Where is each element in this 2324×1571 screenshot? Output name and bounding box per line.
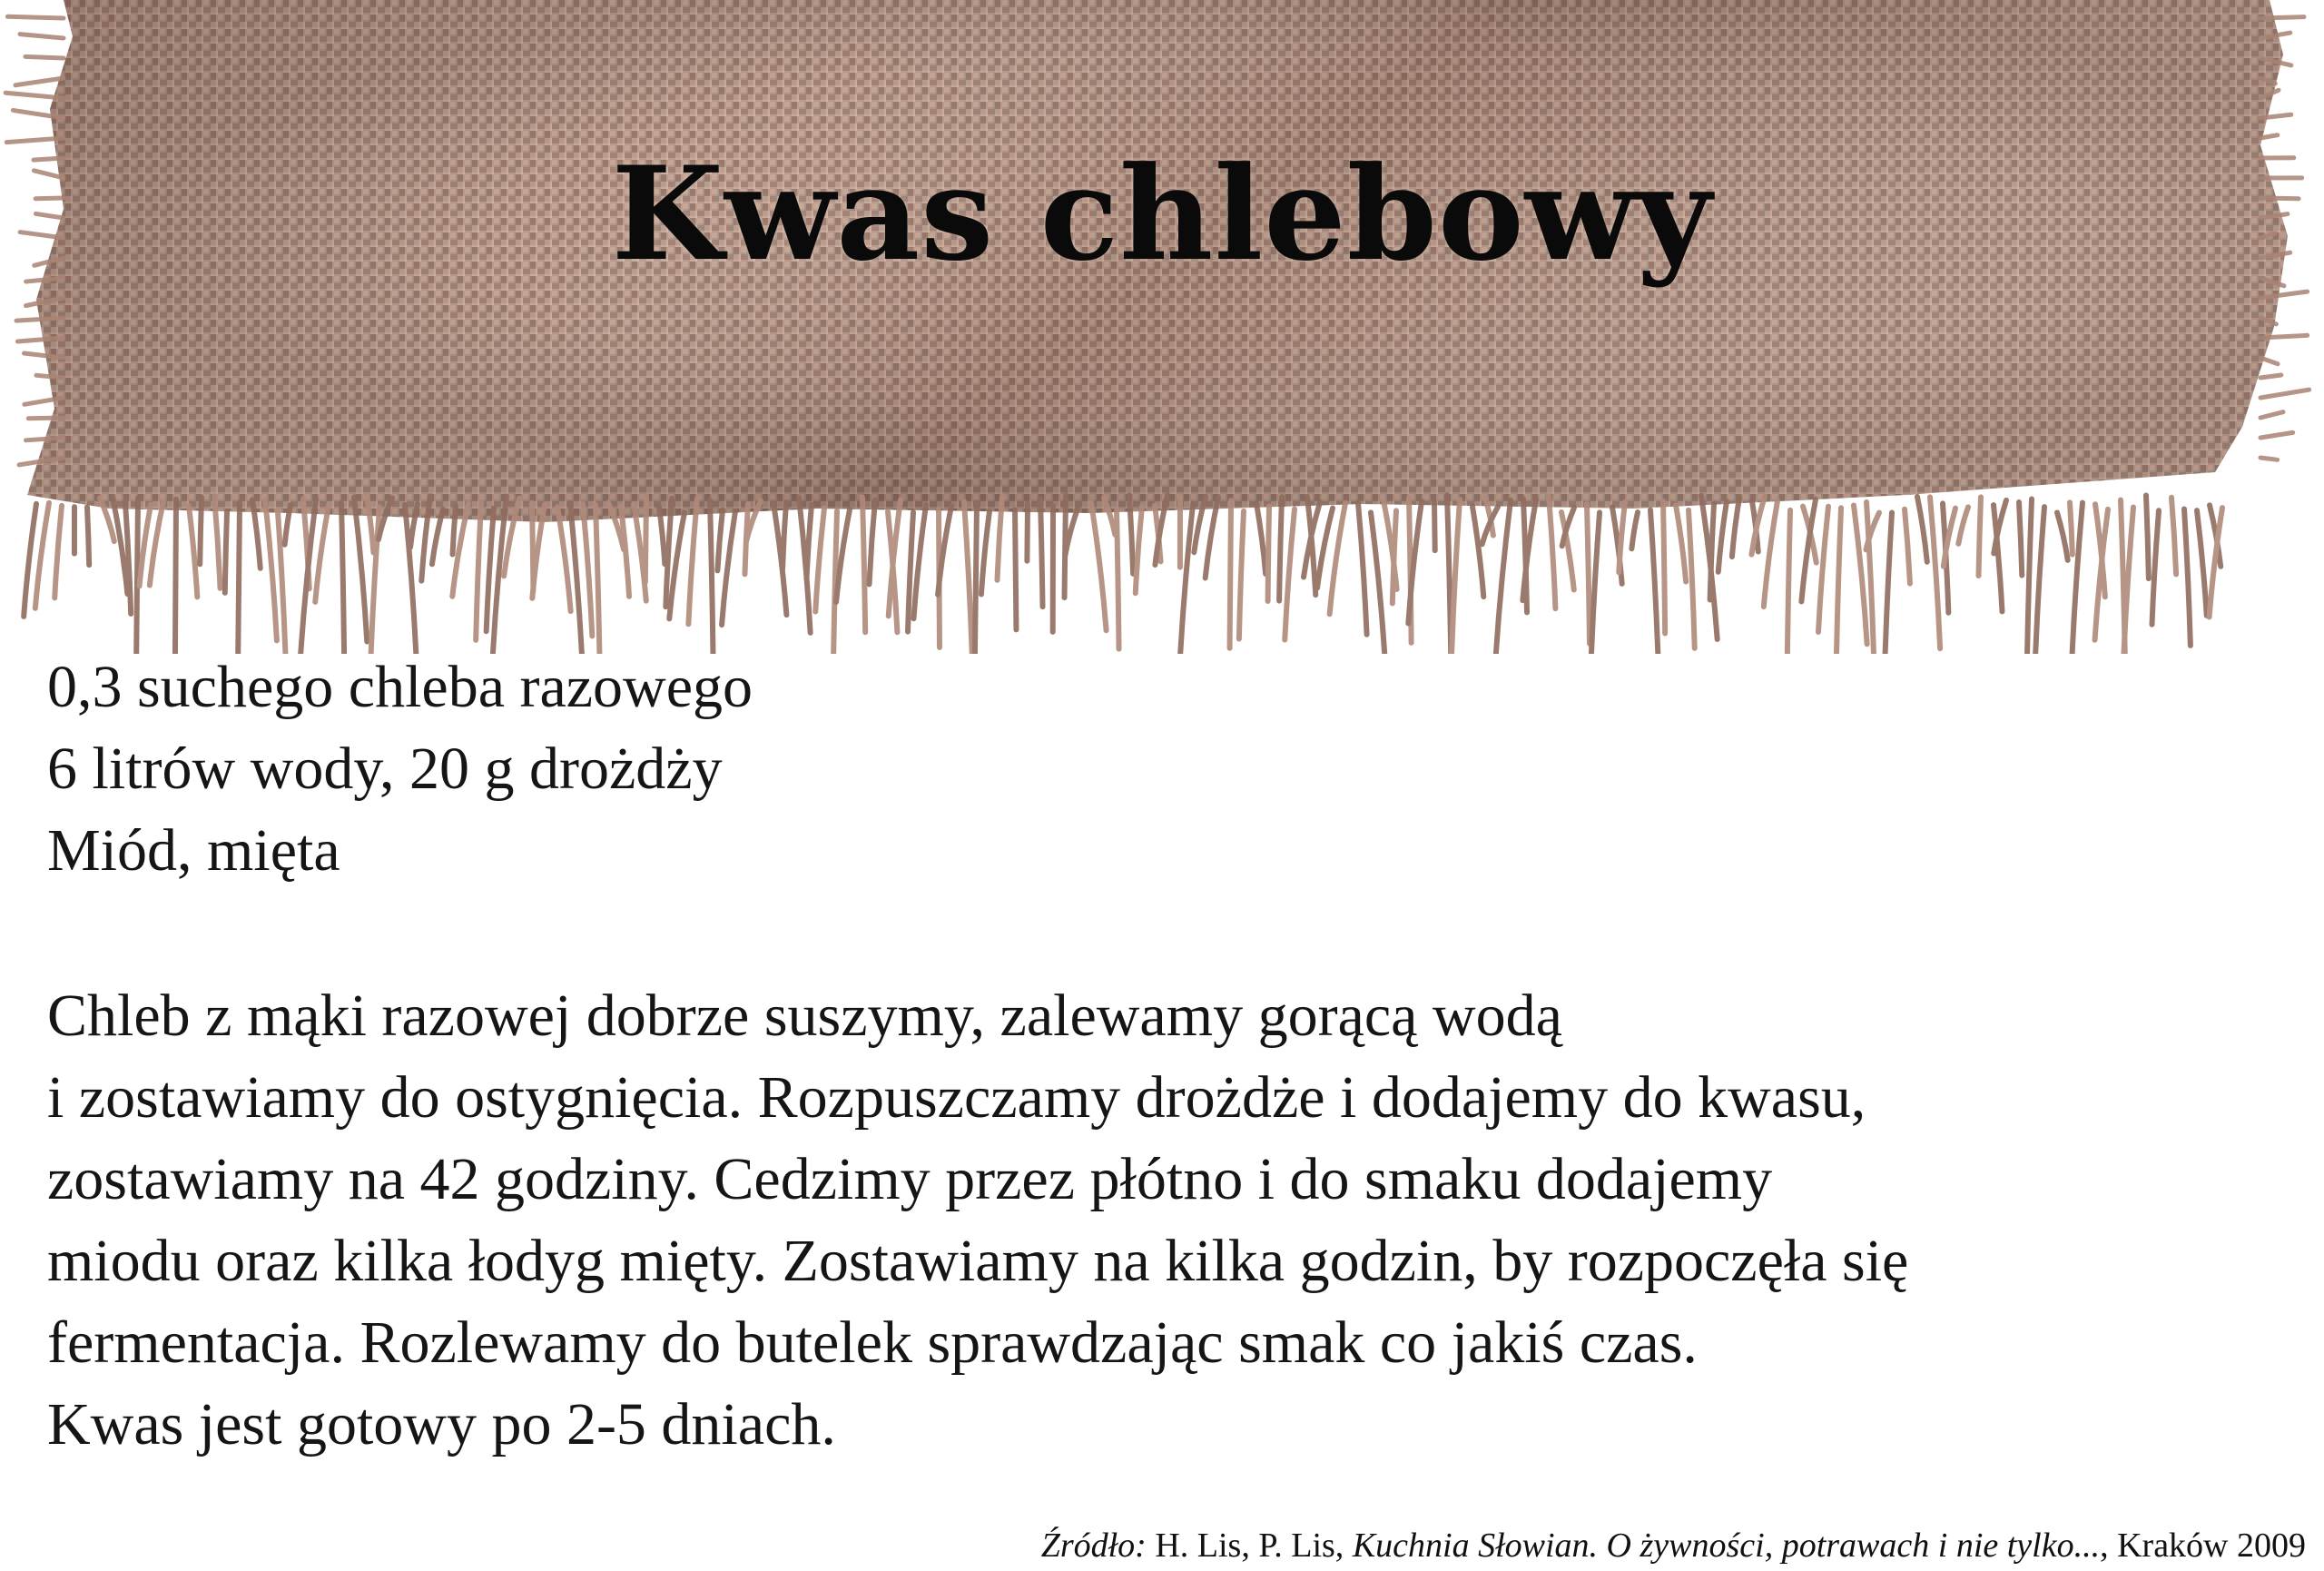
burlap-fringe-thread: [1117, 510, 1119, 649]
burlap-fringe-thread: [570, 503, 583, 654]
burlap-fringe-thread: [200, 498, 202, 565]
burlap-fringe-thread: [1136, 507, 1142, 594]
burlap-fringe-thread: [2260, 432, 2293, 438]
burlap-fringe-thread: [189, 506, 197, 597]
burlap-fringe-thread: [1631, 512, 1638, 548]
burlap-fringe-thread: [975, 503, 977, 654]
instructions-line: Chleb z mąki razowej dobrze suszymy, zalewamy gorącą wodą: [47, 983, 1562, 1049]
burlap-fringe-thread: [1764, 501, 1777, 608]
burlap-fringe-thread: [1452, 499, 1460, 654]
burlap-fringe-thread: [87, 507, 89, 565]
burlap-fringe-thread: [1818, 507, 1828, 632]
burlap-fringe-thread: [1854, 506, 1867, 645]
burlap-fringe-thread: [2260, 458, 2278, 459]
burlap-fringe-thread: [1371, 512, 1384, 654]
burlap-fringe-thread: [1787, 510, 1790, 654]
instructions-line: zostawiamy na 42 godziny. Cedzimy przez płótno i do smaku dodajemy: [47, 1146, 1773, 1212]
burlap-fringe-thread: [1279, 497, 1282, 600]
burlap-fringe-thread: [25, 56, 64, 58]
ingredient-item: Miód, mięta: [47, 817, 340, 884]
burlap-fringe-thread: [1930, 497, 1940, 648]
burlap-fringe-thread: [2035, 507, 2044, 654]
burlap-fringe-thread: [1129, 495, 1133, 573]
burlap-fringe-thread: [36, 375, 64, 378]
source-label: Źródło:: [1040, 1527, 1147, 1565]
burlap-fringe-thread: [2260, 412, 2283, 418]
burlap-fringe-thread: [2027, 499, 2032, 654]
burlap-fringe-thread: [35, 503, 49, 608]
burlap-fringe-thread: [1015, 509, 1016, 629]
burlap-fringe-thread: [225, 512, 227, 593]
burlap-fringe-thread: [1676, 505, 1686, 581]
burlap-fringe-thread: [1358, 503, 1367, 635]
burlap-fringe-thread: [2152, 510, 2159, 624]
burlap-fringe-thread: [1091, 503, 1107, 631]
burlap-fringe-thread: [1590, 512, 1600, 654]
burlap-fringe-thread: [710, 500, 714, 654]
burlap-fringe-thread: [453, 506, 456, 554]
burlap-fringe-thread: [487, 508, 494, 631]
burlap-fringe-thread: [1472, 507, 1483, 597]
burlap-fringe-thread: [2260, 17, 2304, 18]
burlap-fringe-thread: [1040, 499, 1042, 607]
burlap-fringe-thread: [1230, 500, 1231, 648]
ingredient-item: 6 litrów wody, 20 g drożdży: [47, 736, 723, 802]
burlap-fringe-thread: [596, 505, 600, 654]
burlap-fringe-thread: [1587, 504, 1590, 644]
burlap-cloth-image: [0, 0, 2324, 654]
burlap-fringe-thread: [26, 438, 64, 440]
burlap-fringe-thread: [15, 78, 64, 85]
burlap-fringe-thread: [964, 502, 972, 654]
burlap-fringe-thread: [717, 510, 723, 571]
source-place-year: , Kraków 2009: [2100, 1527, 2306, 1565]
page-title: Kwas chlebowy: [611, 139, 1713, 290]
burlap-fringe-thread: [913, 505, 926, 618]
burlap-fringe-thread: [1689, 510, 1695, 648]
burlap-fringe-thread: [1905, 509, 1910, 584]
burlap-fringe-thread: [722, 511, 735, 625]
burlap-fringe-thread: [1256, 503, 1265, 574]
burlap-fringe-thread: [16, 318, 64, 321]
burlap-fringe-thread: [315, 506, 329, 602]
burlap-fringe-thread: [806, 505, 812, 579]
burlap-fringe-thread: [815, 509, 824, 612]
burlap-fringe-thread: [1885, 513, 1892, 654]
burlap-fringe-thread: [2184, 509, 2191, 645]
burlap-fringe-thread: [2260, 375, 2281, 378]
burlap-fringe-thread: [1317, 508, 1333, 588]
instructions-line: Kwas jest gotowy po 2-5 dniach.: [47, 1391, 836, 1457]
ingredients-list: [47, 647, 753, 892]
burlap-fringe-thread: [2146, 495, 2149, 578]
burlap-fringe-thread: [1239, 511, 1244, 639]
burlap-fringe-thread: [341, 503, 344, 654]
burlap-fringe-thread: [1495, 500, 1511, 654]
instructions-line: fermentacja. Rozlewamy do butelek sprawdzając smak co jakiś czas.: [47, 1309, 1698, 1376]
burlap-fringe-thread: [125, 502, 131, 614]
burlap-fringe-thread: [645, 496, 646, 582]
burlap-fringe-thread: [1663, 501, 1665, 634]
burlap-fringe-thread: [2070, 502, 2073, 554]
burlap-fringe-thread: [862, 498, 865, 633]
burlap-fringe-thread: [1917, 497, 1927, 562]
burlap-fringe-thread: [476, 503, 481, 640]
burlap-fringe-thread: [557, 507, 571, 611]
burlap-fringe-thread: [1549, 496, 1555, 609]
burlap-fringe-thread: [1732, 498, 1739, 557]
burlap-fringe-thread: [2057, 512, 2068, 559]
instructions-paragraph: [47, 975, 1908, 1466]
ingredient-item: 0,3 suchego chleba razowego: [47, 654, 753, 720]
burlap-fringe-thread: [1958, 507, 1968, 543]
burlap-fringe-thread: [354, 498, 367, 642]
source-book-title: Kuchnia Słowian. O żywności, potrawach i nie tylko...: [1352, 1527, 2101, 1565]
burlap-fringe-thread: [1285, 509, 1295, 640]
burlap-fringe-thread: [1268, 506, 1269, 601]
burlap-fringe-thread: [1978, 497, 1981, 576]
instructions-line: i zostawiamy do ostygnięcia. Rozpuszczamy drożdże i dodajemy do kwasu,: [47, 1064, 1866, 1131]
burlap-fringe-thread: [1619, 502, 1625, 572]
burlap-fringe-thread: [688, 499, 697, 625]
burlap-fringe-thread: [265, 499, 277, 640]
burlap-fringe-thread: [20, 35, 64, 38]
burlap-fringe-thread: [1650, 510, 1659, 654]
burlap-fringe-thread: [2019, 502, 2022, 576]
burlap-fringe-thread: [2260, 358, 2278, 364]
burlap-fringe-thread: [1718, 501, 1727, 572]
burlap-fringe-thread: [870, 500, 875, 585]
burlap-fringe-thread: [2171, 498, 2176, 575]
instructions-line: miodu oraz kilka łodyg mięty. Zostawiamy na kilka godzin, by rozpoczęła się: [47, 1228, 1909, 1294]
burlap-fringe-thread: [981, 511, 990, 595]
burlap-fringe-thread: [7, 16, 64, 18]
burlap-fringe-thread: [175, 499, 176, 654]
burlap-fringe-thread: [2260, 335, 2308, 338]
burlap-fringe-thread: [1027, 503, 1028, 560]
source-authors: H. Lis, P. Lis,: [1146, 1527, 1353, 1565]
burlap-fringe-thread: [1837, 508, 1841, 654]
burlap-fringe-thread: [2260, 135, 2278, 138]
burlap-fringe-thread: [2260, 390, 2309, 398]
burlap-fringe-thread: [54, 506, 62, 598]
burlap-fringe-thread: [783, 502, 786, 568]
burlap-fringe-thread: [583, 504, 592, 636]
burlap-fringe-thread: [1434, 502, 1435, 551]
source-citation: [1041, 1528, 2306, 1563]
burlap-fringe-thread: [2197, 510, 2207, 616]
burlap-fringe-thread: [238, 503, 240, 654]
burlap-fringe-thread: [28, 418, 64, 419]
